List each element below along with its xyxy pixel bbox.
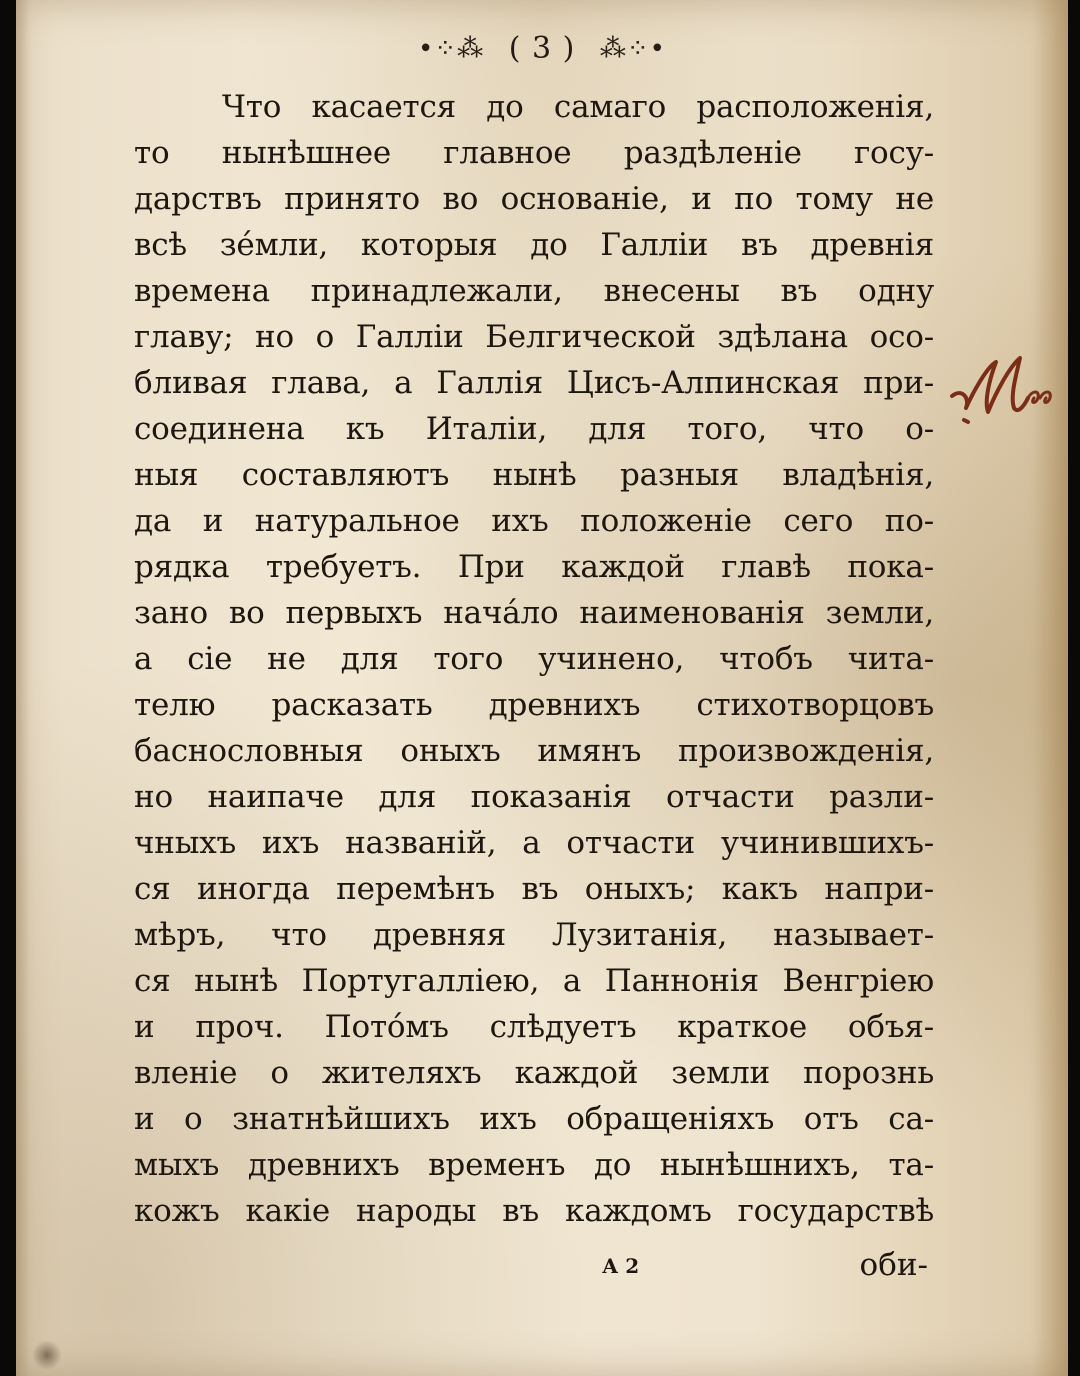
page-edge-shadow-left — [16, 0, 30, 1376]
text-line: зано во первыхъ начáло наименованія земли, — [134, 595, 934, 631]
text-line: мыхъ древнихъ временъ до нынѣшнихъ, та- — [134, 1147, 934, 1183]
page-edge-shadow-right — [1032, 0, 1068, 1376]
body-text — [134, 84, 934, 1234]
margin-note-stroke — [952, 358, 1028, 412]
margin-note-flourish — [1028, 392, 1050, 403]
header-ornament-right: ⁂⁘• — [599, 34, 666, 64]
text-line: Что касается до самаго расположенія, — [222, 89, 934, 125]
text-line: кожъ какіе народы въ каждомъ государствѣ — [134, 1193, 934, 1229]
text-line: ныя составляютъ нынѣ разныя владѣнія, — [134, 457, 934, 493]
handwritten-margin-note — [944, 328, 1064, 448]
text-line: вленіе о жителяхъ каждой земли порознь — [134, 1055, 934, 1091]
page-header — [16, 26, 1068, 71]
text-line: времена принадлежали, внесены въ одну — [134, 273, 934, 309]
text-line: и о знатнѣйшихъ ихъ обращеніяхъ отъ са- — [134, 1101, 934, 1137]
text-line: бливая глава, а Галлія Цисъ-Алпинская при- — [134, 365, 934, 401]
catchword: оби- — [859, 1247, 928, 1283]
page-footer — [134, 1242, 928, 1288]
text-line: главу; но о Галліи Белгической здѣлана осо- — [134, 319, 934, 355]
text-line: чныхъ ихъ названій, а отчасти учинившихъ- — [134, 825, 934, 861]
text-line: телю расказать древнихъ стихотворцовъ — [134, 687, 934, 723]
text-line: мѣръ, что древняя Лузитанія, называет- — [134, 917, 934, 953]
page-number: ( 3 ) — [508, 31, 576, 66]
text-line: всѣ зéмли, которыя до Галліи въ древнія — [134, 227, 934, 263]
text-line: баснословныя оныхъ имянъ произвожденія, — [134, 733, 934, 769]
text-line: а сіе не для того учинено, чтобъ чита- — [134, 641, 934, 677]
text-line: ся иногда перемѣнъ въ оныхъ; какъ напри- — [134, 871, 934, 907]
text-line: но наипаче для показанія отчасти разли- — [134, 779, 934, 815]
margin-note-dot — [964, 420, 968, 422]
signature-mark: А 2 — [602, 1254, 640, 1278]
header-ornament-left: •⁘⁂ — [418, 34, 485, 64]
text-line: и проч. Потóмъ слѣдуетъ краткое объя- — [134, 1009, 934, 1045]
book-page — [16, 0, 1068, 1376]
text-line: ся нынѣ Португалліею, а Паннонія Венгріею — [134, 963, 934, 999]
ink-smudge — [32, 1340, 62, 1370]
text-line: рядка требуетъ. При каждой главѣ пока- — [134, 549, 934, 585]
text-line: соединена къ Италіи, для того, что о- — [134, 411, 934, 447]
text-line: то нынѣшнее главное раздѣленіе госу- — [134, 135, 934, 171]
text-line: да и натуральное ихъ положеніе сего по- — [134, 503, 934, 539]
text-line: дарствъ принято во основаніе, и по тому не — [134, 181, 934, 217]
